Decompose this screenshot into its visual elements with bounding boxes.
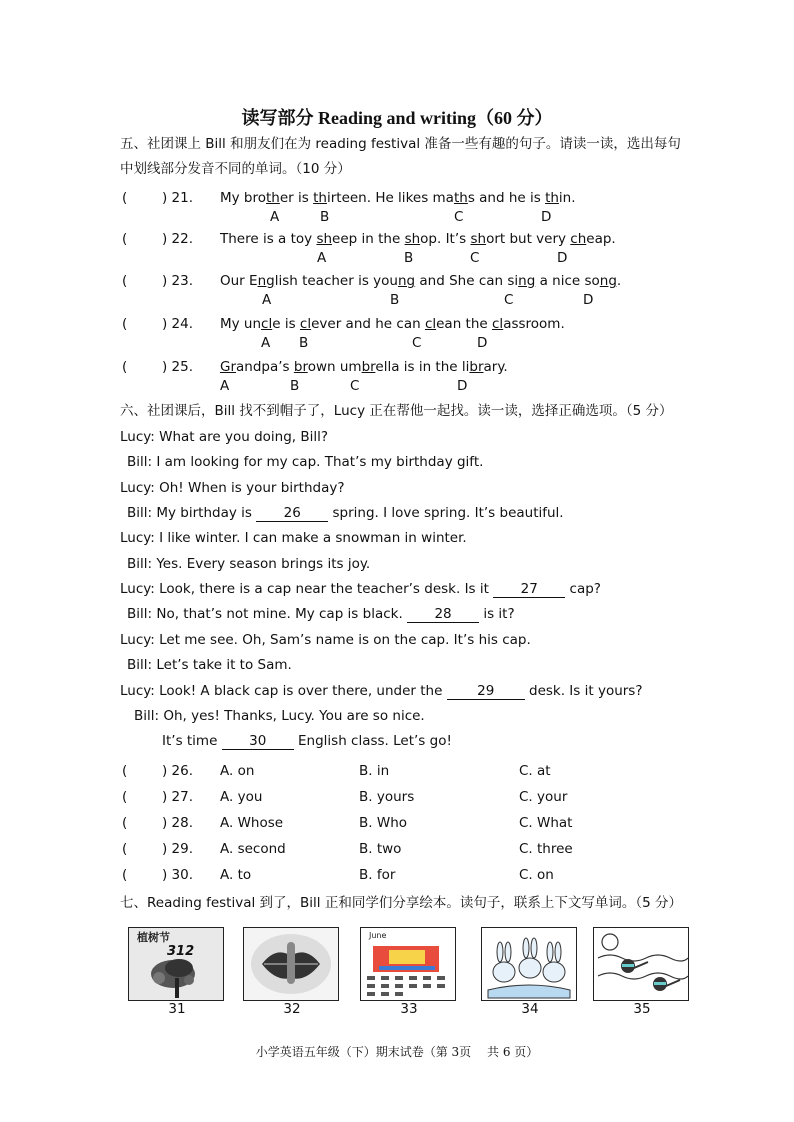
swimming-image — [594, 928, 688, 1000]
choice-letter: C — [504, 292, 514, 308]
dialogue-text: Lucy: Look! A black cap is over there, under the — [120, 683, 443, 699]
section-6-heading: 六、社团课后，Bill 找不到帽子了，Lucy 正在帮他一起找。读一读，选择正确选项。（5 分） — [120, 403, 673, 419]
dialogue-text: Bill: My birthday is — [127, 505, 252, 521]
underlined-letters: Gr — [220, 359, 237, 375]
question-number: ) 23. — [162, 273, 194, 289]
answer-blank-28[interactable]: 28 — [407, 606, 479, 623]
phonics-sentence — [220, 231, 616, 247]
choice-letter: D — [557, 250, 568, 266]
dialogue-text: desk. Is it yours? — [529, 683, 643, 699]
dialogue-line — [127, 606, 515, 623]
option-a[interactable]: A. you — [220, 789, 263, 805]
rabbits-image — [482, 928, 576, 1000]
picture-31-tree-planting — [128, 927, 224, 1001]
choice-letter: D — [541, 209, 552, 225]
sentence-text: e is — [272, 316, 300, 332]
phonics-sentence — [220, 316, 565, 332]
underlined-letters: cl — [261, 316, 273, 332]
answer-paren[interactable]: ( — [122, 867, 128, 883]
choice-letter: C — [470, 250, 480, 266]
underlined-letters: br — [361, 359, 376, 375]
sentence-text: op. It’s — [420, 231, 471, 247]
picture-label-32: 32 — [283, 1001, 301, 1017]
underlined-letters: ng — [599, 273, 617, 289]
option-a[interactable]: A. on — [220, 763, 255, 779]
sentence-text: a nice so — [535, 273, 600, 289]
question-number: ) 25. — [162, 359, 194, 375]
picture-31-caption: 植树节 — [137, 931, 170, 944]
option-c[interactable]: C. three — [519, 841, 573, 857]
answer-paren[interactable]: ( — [122, 359, 128, 375]
sentence-text: irteen. He likes ma — [326, 190, 454, 206]
dialogue-line — [127, 454, 483, 470]
dialogue-text: Lucy: Look, there is a cap near the teacher’s desk. Is it — [120, 581, 489, 597]
option-c[interactable]: C. at — [519, 763, 551, 779]
underlined-letters: cl — [299, 316, 312, 332]
option-b[interactable]: B. yours — [359, 789, 415, 805]
choice-letter: D — [457, 378, 468, 394]
answer-paren[interactable]: ( — [122, 763, 128, 779]
underlined-letters: ng — [518, 273, 536, 289]
dialogue-text: Lucy: What are you doing, Bill? — [120, 429, 329, 445]
page-footer: 小学英语五年级（下）期末试卷（第 3页 共 6 页） — [255, 1045, 539, 1059]
dialogue-line — [134, 708, 425, 724]
picture-33-calendar — [360, 927, 456, 1001]
dialogue-line — [127, 505, 564, 522]
answer-paren[interactable]: ( — [122, 815, 128, 831]
dialogue-line — [120, 480, 345, 496]
choice-letter: A — [261, 335, 271, 351]
choice-letter: D — [477, 335, 488, 351]
option-c[interactable]: C. What — [519, 815, 573, 831]
dialogue-text: It’s time — [162, 733, 218, 749]
option-b[interactable]: B. two — [359, 841, 402, 857]
question-number: ) 26. — [162, 763, 194, 779]
dialogue-text: English class. Let’s go! — [298, 733, 452, 749]
option-b[interactable]: B. for — [359, 867, 396, 883]
sentence-text: Our E — [220, 273, 258, 289]
dialogue-line — [120, 429, 328, 445]
dialogue-line — [127, 657, 292, 673]
sentence-text: assroom. — [503, 316, 565, 332]
dialogue-text: Bill: Let’s take it to Sam. — [127, 657, 292, 673]
choice-letter: C — [350, 378, 360, 394]
option-a[interactable]: A. Whose — [220, 815, 284, 831]
answer-paren[interactable]: ( — [122, 273, 128, 289]
dialogue-line — [127, 556, 370, 572]
answer-blank-29[interactable]: 29 — [447, 683, 525, 700]
underlined-letters: th — [313, 190, 327, 206]
underlined-letters: cl — [424, 316, 437, 332]
phonics-sentence — [220, 190, 576, 206]
underlined-letters: th — [545, 190, 559, 206]
option-a[interactable]: A. to — [220, 867, 252, 883]
sentence-text: er is — [279, 190, 314, 206]
sentence-text: My un — [220, 316, 262, 332]
answer-paren[interactable]: ( — [122, 190, 128, 206]
answer-blank-26[interactable]: 26 — [256, 505, 328, 522]
answer-paren[interactable]: ( — [122, 841, 128, 857]
section-7-heading: 七、Reading festival 到了，Bill 正和同学们分享绘本。读句子，联系上下文写单词。（5 分） — [120, 895, 682, 911]
option-a[interactable]: A. second — [220, 841, 286, 857]
choice-letter: B — [299, 335, 309, 351]
picture-31-date: 312 — [167, 944, 195, 959]
dialogue-text: Lucy: I like winter. I can make a snowman in winter. — [120, 530, 467, 546]
underlined-letters: cl — [492, 316, 504, 332]
choice-letter: B — [290, 378, 300, 394]
question-number: ) 24. — [162, 316, 194, 332]
underlined-letters: ng — [257, 273, 275, 289]
option-b[interactable]: B. Who — [359, 815, 408, 831]
choice-letter: A — [317, 250, 327, 266]
choice-letter: B — [320, 209, 330, 225]
sentence-text: lish teacher is you — [274, 273, 398, 289]
underlined-letters: br — [469, 359, 484, 375]
sentence-text: s and he is — [467, 190, 546, 206]
choice-letter: C — [454, 209, 464, 225]
question-number: ) 30. — [162, 867, 194, 883]
question-number: ) 27. — [162, 789, 194, 805]
question-number: ) 29. — [162, 841, 194, 857]
sentence-text: ort but very — [486, 231, 571, 247]
question-number: ) 28. — [162, 815, 194, 831]
choice-letter: C — [412, 335, 422, 351]
dialogue-text: Bill: Oh, yes! Thanks, Lucy. You are so nice. — [134, 708, 425, 724]
page-title: 读写部分 Reading and writing（60 分） — [241, 108, 553, 128]
picture-label-34: 34 — [521, 1001, 539, 1017]
choice-letter: A — [262, 292, 272, 308]
sentence-text: eap. — [586, 231, 616, 247]
dialogue-line — [120, 632, 531, 648]
picture-label-33: 33 — [400, 1001, 418, 1017]
option-c[interactable]: C. your — [519, 789, 568, 805]
choice-letter: B — [390, 292, 400, 308]
dialogue-line — [120, 683, 643, 700]
sentence-text: ary. — [483, 359, 508, 375]
calendar-image — [361, 928, 455, 1000]
picture-label-35: 35 — [633, 1001, 651, 1017]
choice-letter: A — [270, 209, 280, 225]
sentence-text: and She can si — [415, 273, 519, 289]
sentence-text: ean the — [436, 316, 492, 332]
sentence-text: ella is in the li — [375, 359, 470, 375]
option-b[interactable]: B. in — [359, 763, 390, 779]
question-number: ) 22. — [162, 231, 194, 247]
sentence-text: ever and he can — [311, 316, 425, 332]
picture-34-rabbits — [481, 927, 577, 1001]
tree-planting-image — [129, 928, 223, 1000]
dialogue-line — [120, 530, 467, 546]
underlined-letters: ng — [397, 273, 416, 289]
picture-32-quiet — [243, 927, 339, 1001]
underlined-letters: br — [293, 359, 308, 375]
dialogue-text: is it? — [483, 606, 515, 622]
dialogue-line — [162, 733, 452, 750]
quiet-lips-image — [244, 928, 338, 1000]
underlined-letters: th — [266, 190, 280, 206]
underlined-letters: sh — [316, 231, 333, 247]
option-c[interactable]: C. on — [519, 867, 554, 883]
phonics-sentence — [220, 273, 621, 289]
answer-paren[interactable]: ( — [122, 789, 128, 805]
sentence-text: There is a toy — [220, 231, 317, 247]
answer-blank-27[interactable]: 27 — [493, 581, 565, 598]
sentence-text: own um — [307, 359, 362, 375]
answer-paren[interactable]: ( — [122, 231, 128, 247]
underlined-letters: sh — [470, 231, 487, 247]
sentence-text: My bro — [220, 190, 267, 206]
sentence-text: . — [616, 273, 622, 289]
choice-letter: A — [220, 378, 230, 394]
picture-35-swimming — [593, 927, 689, 1001]
phonics-sentence — [220, 359, 508, 375]
sentence-text: eep in the — [332, 231, 405, 247]
underlined-letters: ch — [570, 231, 587, 247]
dialogue-text: spring. I love spring. It’s beautiful. — [332, 505, 564, 521]
dialogue-text: Lucy: Oh! When is your birthday? — [120, 480, 345, 496]
dialogue-text: Lucy: Let me see. Oh, Sam’s name is on the cap. It’s his cap. — [120, 632, 531, 648]
question-number: ) 21. — [162, 190, 194, 206]
dialogue-text: Bill: No, that’s not mine. My cap is black. — [127, 606, 403, 622]
dialogue-text: Bill: I am looking for my cap. That’s my birthday gift. — [127, 454, 484, 470]
picture-label-31: 31 — [168, 1001, 186, 1017]
choice-letter: B — [404, 250, 414, 266]
answer-paren[interactable]: ( — [122, 316, 128, 332]
dialogue-text: Bill: Yes. Every season brings its joy. — [127, 556, 371, 572]
choice-letter: D — [583, 292, 594, 308]
answer-blank-30[interactable]: 30 — [222, 733, 294, 750]
underlined-letters: th — [453, 190, 468, 206]
underlined-letters: sh — [404, 231, 421, 247]
calendar-month: June — [369, 931, 387, 940]
sentence-text: in. — [558, 190, 576, 206]
dialogue-line — [120, 581, 601, 598]
sentence-text: andpa’s — [236, 359, 294, 375]
section-5-heading: 五、社团课上 Bill 和朋友们在为 reading festival 准备一些有趣的句子。请读一读，选出每句中划线部分发音不同的单词。（10 分） — [120, 136, 681, 177]
dialogue-text: cap? — [569, 581, 601, 597]
